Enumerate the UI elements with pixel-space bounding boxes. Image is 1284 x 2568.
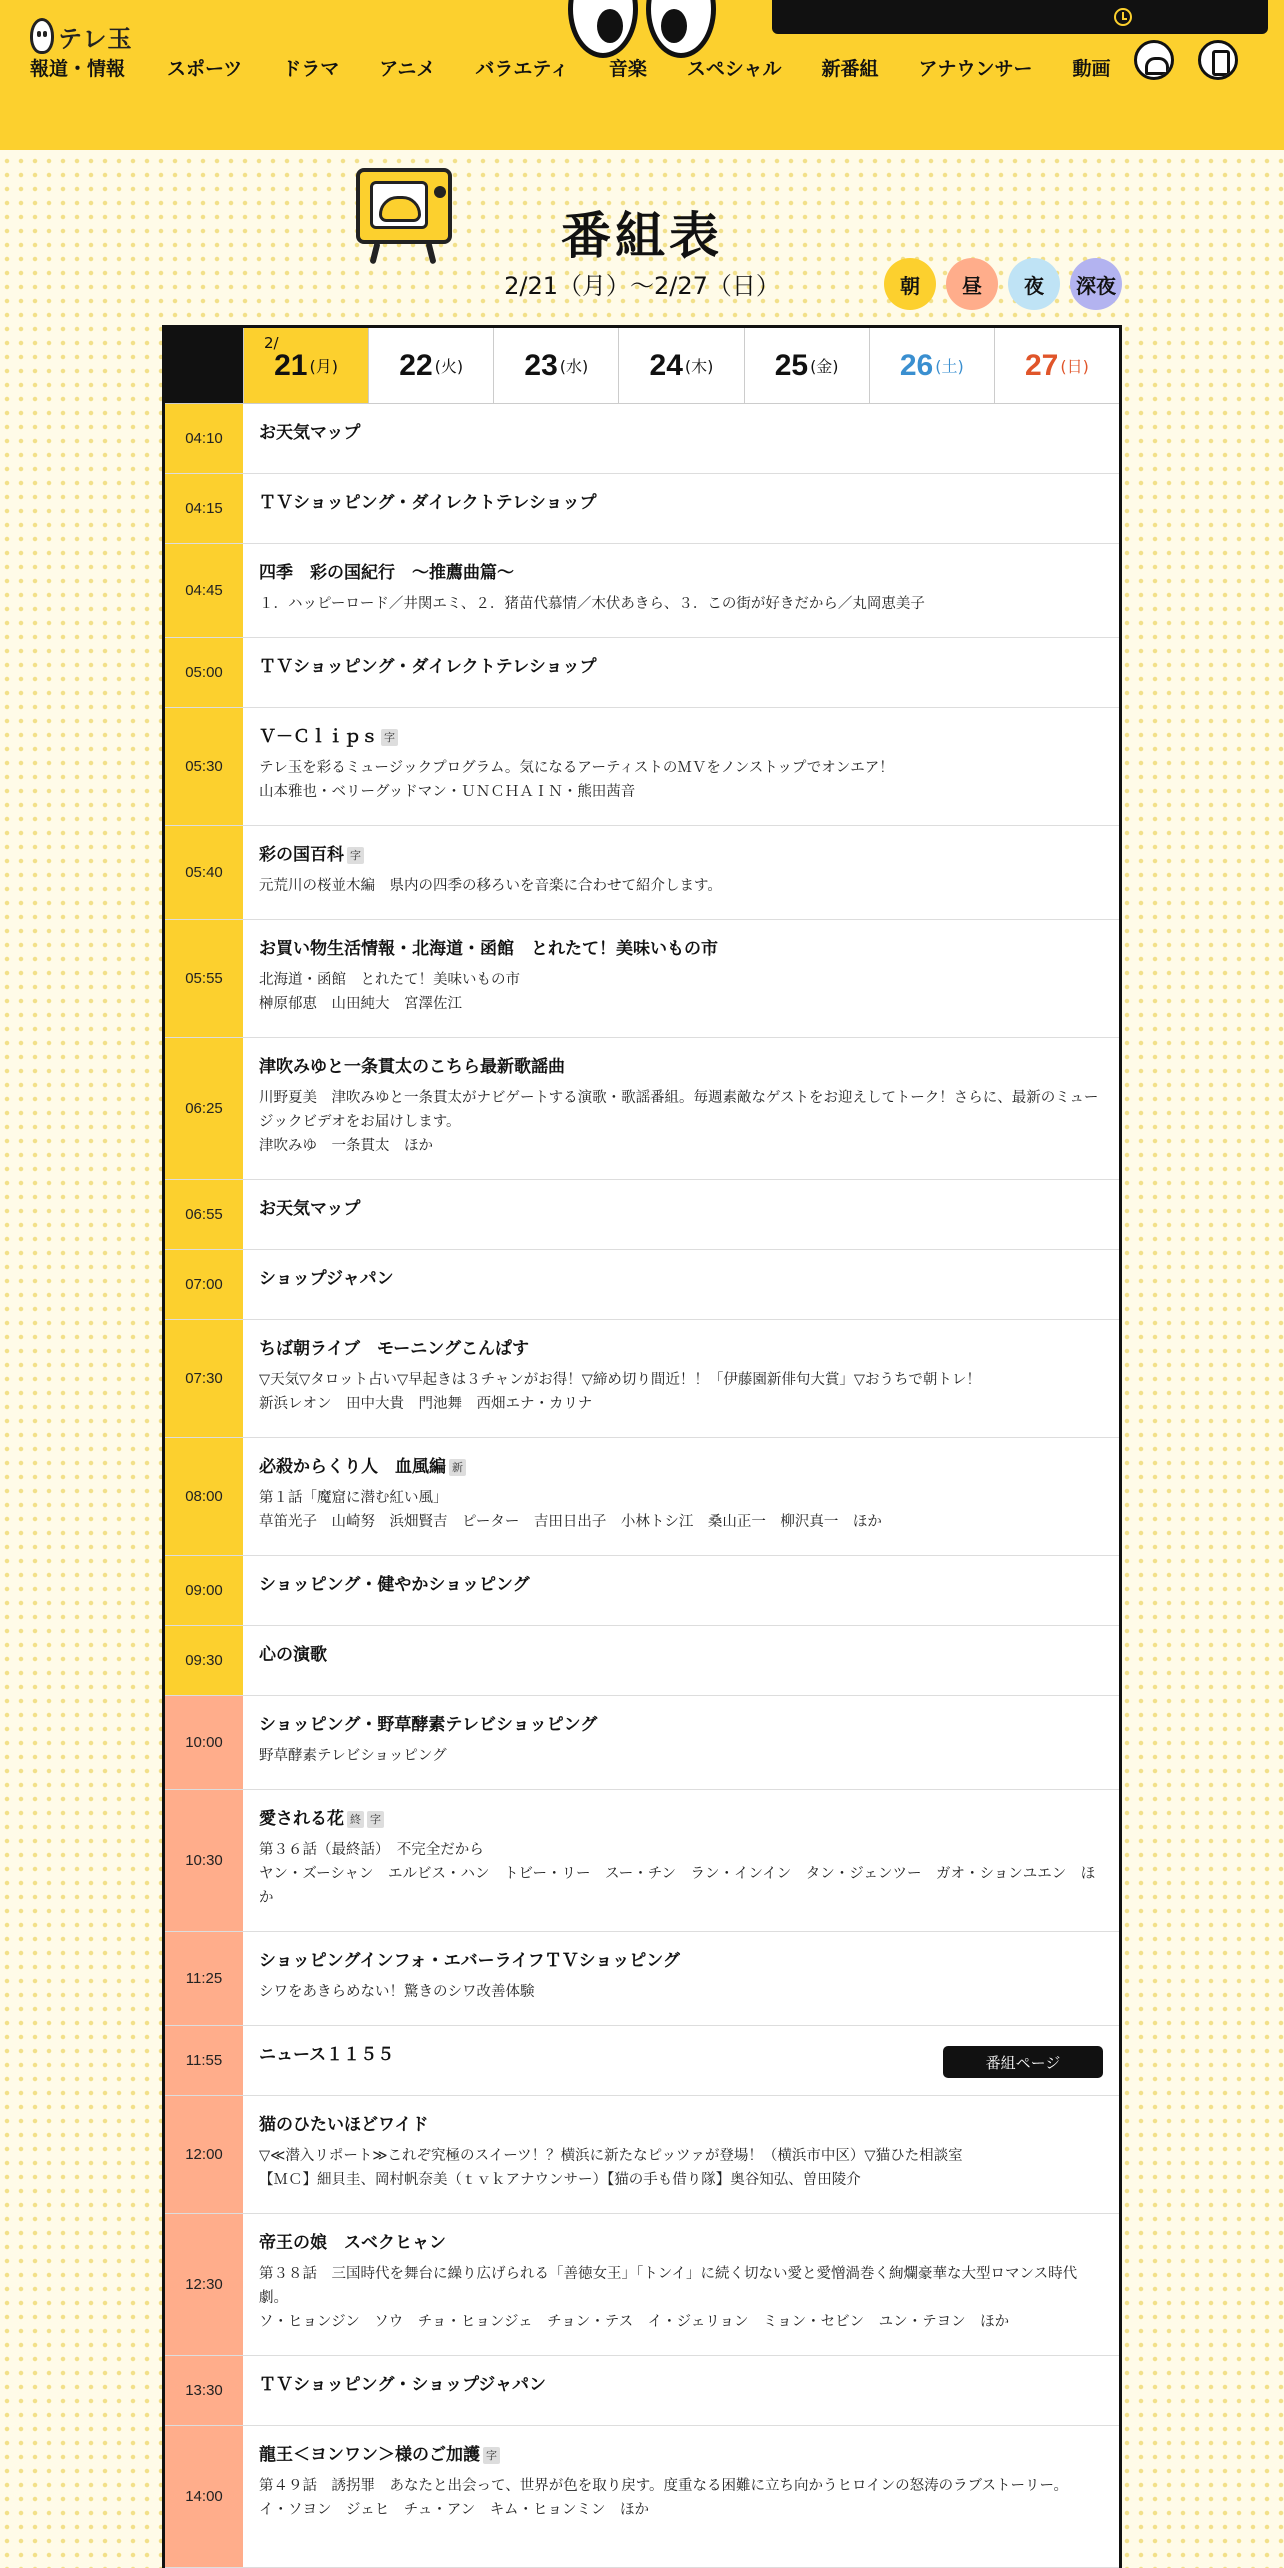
program-title[interactable]: 龍王＜ヨンワン＞様のご加護 xyxy=(259,2445,480,2465)
program-time: 05:40 xyxy=(165,826,243,919)
program-description-line: 新浜レオン 田中大貴 門池舞 西畑エナ・カリナ xyxy=(259,1396,593,1412)
program-time: 12:30 xyxy=(165,2214,243,2355)
program-time: 10:30 xyxy=(165,1790,243,1931)
program-description-line: シワをあきらめない！驚きのシワ改善体験 xyxy=(259,1984,535,2000)
program-title-line[interactable] xyxy=(259,1198,1103,1220)
page-title: 番組表 xyxy=(561,207,723,265)
program-title[interactable]: 愛される花 xyxy=(259,1809,344,1829)
program-description-line: 北海道・函館 とれたて！美味いもの市 xyxy=(259,972,520,988)
program-description xyxy=(259,1744,1103,1768)
program-title-line[interactable] xyxy=(259,844,1103,866)
day-tab[interactable]: 27 (日) xyxy=(994,328,1119,403)
program-description xyxy=(259,874,1103,898)
program-cell[interactable] xyxy=(243,920,1119,1037)
program-time: 08:00 xyxy=(165,1438,243,1555)
program-tag-badge: 新 xyxy=(449,1459,466,1476)
program-title-line[interactable] xyxy=(259,1456,1103,1478)
program-row[interactable] xyxy=(165,2426,1119,2568)
nav-drama[interactable]: ドラマ xyxy=(282,58,340,80)
nav-news[interactable]: 報道・情報 xyxy=(30,58,126,80)
program-description-line: ▽天気▽タロット占い▽早起きは３チャンがお得！▽締め切り間近！！「伊藤園新俳句大賞」▽おうちで朝トレ！ xyxy=(259,1372,981,1388)
tv-mascot-icon xyxy=(356,168,462,268)
tod-label: 深夜 xyxy=(1076,273,1116,298)
program-time: 06:55 xyxy=(165,1180,243,1249)
program-row[interactable] xyxy=(165,708,1119,826)
program-time: 04:15 xyxy=(165,474,243,543)
time-of-day-late-night-button[interactable] xyxy=(1070,258,1122,310)
program-cell[interactable] xyxy=(243,2356,1119,2425)
program-title[interactable]: ちば朝ライブ モーニングこんぱす xyxy=(259,1339,529,1359)
main-nav xyxy=(30,54,1111,81)
program-row[interactable] xyxy=(165,638,1119,708)
program-description-line: 津吹みゆ 一条貫太 ほか xyxy=(259,1138,433,1154)
program-row[interactable] xyxy=(165,2026,1119,2096)
program-title[interactable]: ショップジャパン xyxy=(259,1269,394,1289)
program-title[interactable]: ＴＶショッピング・ショップジャパン xyxy=(259,2375,546,2395)
program-title-line[interactable] xyxy=(259,938,1103,960)
program-title-line[interactable] xyxy=(259,422,1103,444)
program-time: 10:00 xyxy=(165,1696,243,1789)
program-description-line: 野草酵素テレビショッピング xyxy=(259,1748,447,1764)
line-badge-icon[interactable] xyxy=(1134,40,1174,80)
program-description-line: 川野夏美 津吹みゆと一条貫太がナビゲートする演歌・歌謡番組。毎週素敵なゲストをお迎えしてトーク！さらに、最新のミュージックビデオをお届けします。 xyxy=(259,1090,1099,1130)
program-title[interactable]: 必殺からくり人 血風編 xyxy=(259,1457,446,1477)
program-title-line[interactable] xyxy=(259,1714,1103,1736)
program-time: 05:30 xyxy=(165,708,243,825)
program-title-line[interactable] xyxy=(259,1574,1103,1596)
program-list xyxy=(165,404,1119,2568)
program-cell[interactable] xyxy=(243,1626,1119,1695)
program-row[interactable] xyxy=(165,2214,1119,2356)
program-title[interactable]: ＴＶショッピング・ダイレクトテレショップ xyxy=(259,493,597,513)
program-title-line[interactable] xyxy=(259,2374,1103,2396)
time-of-day-morning-button[interactable] xyxy=(884,258,936,310)
program-row[interactable] xyxy=(165,1250,1119,1320)
day-tab[interactable]: 23 (水) xyxy=(493,328,618,403)
tod-label: 朝 xyxy=(900,273,920,298)
nav-announcers[interactable]: アナウンサー xyxy=(918,58,1033,80)
program-title[interactable]: Ｖ－Ｃｌｉｐｓ xyxy=(259,727,378,747)
program-title-line[interactable] xyxy=(259,1338,1103,1360)
program-tag-badge: 終 xyxy=(347,1811,364,1828)
program-description xyxy=(259,2474,1103,2522)
day-tab[interactable]: 22 (火) xyxy=(368,328,493,403)
program-cell[interactable] xyxy=(243,474,1119,543)
program-time: 11:25 xyxy=(165,1932,243,2025)
program-title[interactable]: ＴＶショッピング・ダイレクトテレショップ xyxy=(259,657,597,677)
program-row[interactable] xyxy=(165,1320,1119,1438)
program-description-line: ヤン・ズーシャン エルビス・ハン トビー・リー スー・チン ラン・インイン タン・ジェンツー ガオ・ションユエン ほか xyxy=(259,1866,1096,1906)
program-cell[interactable] xyxy=(243,1250,1119,1319)
program-row[interactable] xyxy=(165,1932,1119,2026)
program-title[interactable]: お買い物生活情報・北海道・函館 とれたて！美味いもの市 xyxy=(259,939,718,959)
program-cell[interactable] xyxy=(243,1696,1119,1789)
program-time: 14:00 xyxy=(165,2426,243,2567)
app-badge-icon[interactable] xyxy=(1198,40,1238,80)
program-time: 09:30 xyxy=(165,1626,243,1695)
program-row[interactable] xyxy=(165,1626,1119,1696)
program-description xyxy=(259,1086,1103,1158)
program-description-line: 第４９話 誘拐罪 あなたと出会って、世界が色を取り戻す。度重なる困難に立ち向かうヒロインの怒涛のラブストーリー。 xyxy=(259,2478,1068,2494)
day-tab[interactable]: 26 (土) xyxy=(869,328,994,403)
program-title[interactable]: 猫のひたいほどワイド xyxy=(259,2115,429,2135)
program-tag-badge: 字 xyxy=(483,2447,500,2464)
program-cell[interactable] xyxy=(243,1556,1119,1625)
day-tab[interactable]: 24 (木) xyxy=(618,328,743,403)
program-row[interactable] xyxy=(165,474,1119,544)
program-time: 11:55 xyxy=(165,2026,243,2095)
program-time: 04:45 xyxy=(165,544,243,637)
program-row[interactable] xyxy=(165,1556,1119,1626)
program-page-button[interactable]: 番組ページ xyxy=(943,2046,1103,2078)
program-description xyxy=(259,1368,1103,1416)
program-description-line: イ・ソヨン ジェヒ チュ・アン キム・ヒョンミン ほか xyxy=(259,2502,650,2518)
program-cell[interactable] xyxy=(243,544,1119,637)
program-description-line: ▽≪潜入リポート≫これぞ究極のスイーツ！？横浜に新たなピッツァが登場！（横浜市中区）▽猫ひた相談室 xyxy=(259,2148,963,2164)
tod-label: 昼 xyxy=(962,273,982,298)
program-title-line[interactable] xyxy=(259,726,1103,748)
program-title-line[interactable] xyxy=(259,1644,1103,1666)
nav-music[interactable]: 音楽 xyxy=(608,58,647,80)
mascot-eyes-icon xyxy=(568,0,718,60)
schedule-table xyxy=(162,325,1122,2568)
program-time: 05:00 xyxy=(165,638,243,707)
program-time: 07:30 xyxy=(165,1320,243,1437)
program-title-line[interactable] xyxy=(259,656,1103,678)
program-title[interactable]: ショッピング・野草酵素テレビショッピング xyxy=(259,1715,598,1735)
program-cell[interactable] xyxy=(243,1932,1119,2025)
program-tag-badge: 字 xyxy=(367,1811,384,1828)
program-title-line[interactable] xyxy=(259,2232,1103,2254)
program-time: 13:30 xyxy=(165,2356,243,2425)
program-title-line[interactable] xyxy=(259,562,1103,584)
program-cell[interactable] xyxy=(243,404,1119,473)
program-title-line[interactable] xyxy=(259,1950,1103,1972)
program-description-line: 第１話「魔窟に潜む紅い風」 xyxy=(259,1490,448,1506)
nav-videos[interactable]: 動画 xyxy=(1072,58,1111,80)
tod-label: 夜 xyxy=(1024,273,1044,298)
clock-icon xyxy=(1114,8,1132,26)
program-row[interactable] xyxy=(165,920,1119,1038)
program-cell[interactable] xyxy=(243,2426,1119,2567)
nav-new-programs[interactable]: 新番組 xyxy=(821,58,879,80)
program-row[interactable] xyxy=(165,404,1119,474)
program-title[interactable]: 四季 彩の国紀行 ～推薦曲篇～ xyxy=(259,563,514,583)
program-description-line: 草笛光子 山崎努 浜畑賢吉 ピーター 吉田日出子 小林トシ江 桑山正一 柳沢真一 ほか xyxy=(259,1514,882,1530)
program-description-line: 第３８話 三国時代を舞台に繰り広げられる「善徳女王」「トンイ」に続く切ない愛と愛憎渦巻く絢爛豪華な大型ロマンス時代劇。 xyxy=(259,2266,1078,2306)
day-tabs xyxy=(165,328,1119,404)
program-time: 06:25 xyxy=(165,1038,243,1179)
program-title[interactable]: 心の演歌 xyxy=(259,1645,327,1665)
program-cell[interactable] xyxy=(243,2026,1119,2095)
program-description xyxy=(259,968,1103,1016)
logo-text: テレ玉 xyxy=(58,24,133,53)
program-title-line[interactable] xyxy=(259,2114,1103,2136)
program-title-line[interactable] xyxy=(259,1268,1103,1290)
program-time: 09:00 xyxy=(165,1556,243,1625)
program-title[interactable]: 帝王の娘 スベクヒャン xyxy=(259,2233,446,2253)
program-cell[interactable] xyxy=(243,1038,1119,1179)
program-row[interactable] xyxy=(165,2096,1119,2214)
program-title[interactable]: 彩の国百科 xyxy=(259,845,344,865)
program-description xyxy=(259,756,1103,804)
program-row[interactable] xyxy=(165,1438,1119,1556)
program-description-line: １．ハッピーロード／井関エミ、２．猪苗代慕情／木伏あきら、３．この街が好きだから／丸岡恵美子 xyxy=(259,596,925,612)
time-of-day-evening-button[interactable] xyxy=(1008,258,1060,310)
program-cell[interactable] xyxy=(243,1790,1119,1931)
header-zigzag-edge xyxy=(0,134,1284,152)
program-description-line: 【ＭＣ】細貝圭、岡村帆奈美（ｔｖｋアナウンサー）【猫の手も借り隊】奥谷知弘、曽田陵介 xyxy=(259,2172,861,2188)
program-description xyxy=(259,1838,1103,1910)
program-title-line[interactable] xyxy=(259,1056,1103,1078)
header-icon-links xyxy=(1134,40,1238,80)
program-title[interactable]: お天気マップ xyxy=(259,1199,361,1219)
program-cell[interactable] xyxy=(243,708,1119,825)
site-logo[interactable] xyxy=(30,14,133,58)
program-title[interactable]: ショッピング・健やかショッピング xyxy=(259,1575,530,1595)
time-of-day-daytime-button[interactable] xyxy=(946,258,998,310)
program-description-line: 山本雅也・ベリーグッドマン・ＵＮＣＨＡＩＮ・熊田茜音 xyxy=(259,784,636,800)
day-tab[interactable]: 25 (金) xyxy=(744,328,869,403)
program-row[interactable] xyxy=(165,1790,1119,1932)
program-description-line: 第３６話（最終話） 不完全だから xyxy=(259,1842,484,1858)
program-description-line: テレ玉を彩るミュージックプログラム。気になるアーティストのＭＶをノンストップでオンエア！ xyxy=(259,760,894,776)
program-cell[interactable] xyxy=(243,1180,1119,1249)
program-title[interactable]: ニュース１１５５ xyxy=(259,2045,395,2065)
program-row[interactable] xyxy=(165,826,1119,920)
program-row[interactable] xyxy=(165,544,1119,638)
program-title[interactable]: 津吹みゆと一条貫太のこちら最新歌謡曲 xyxy=(259,1057,565,1077)
day-tab[interactable]: 2/ 21 (月) xyxy=(243,328,368,403)
program-title-line[interactable] xyxy=(259,2444,1103,2466)
tamago-mascot-icon xyxy=(30,18,54,54)
program-description xyxy=(259,2144,1103,2192)
program-description-line: ソ・ヒョンジン ソウ チョ・ヒョンジェ チョン・テス イ・ジェリョン ミョン・セビン ユン・テヨン ほか xyxy=(259,2314,1010,2330)
program-cell[interactable] xyxy=(243,826,1119,919)
clock-bar xyxy=(772,0,1268,34)
program-description xyxy=(259,2262,1103,2334)
program-description xyxy=(259,1980,1103,2004)
program-time: 12:00 xyxy=(165,2096,243,2213)
program-cell[interactable] xyxy=(243,2214,1119,2355)
program-description-line: 元荒川の桜並木編 県内の四季の移ろいを音楽に合わせて紹介します。 xyxy=(259,878,722,894)
program-title-line[interactable] xyxy=(259,492,1103,514)
program-title[interactable]: お天気マップ xyxy=(259,423,361,443)
nav-sports[interactable]: スポーツ xyxy=(167,58,243,80)
program-cell[interactable] xyxy=(243,1320,1119,1437)
day-tabs-corner xyxy=(165,328,243,403)
program-cell[interactable] xyxy=(243,2096,1119,2213)
program-tag-badge: 字 xyxy=(347,847,364,864)
program-description xyxy=(259,592,1103,616)
program-row[interactable] xyxy=(165,1038,1119,1180)
program-row[interactable] xyxy=(165,1180,1119,1250)
program-time: 07:00 xyxy=(165,1250,243,1319)
nav-special[interactable]: スペシャル xyxy=(686,58,782,80)
program-tag-badge: 字 xyxy=(381,729,398,746)
date-range: 2/21（月）〜2/27（日） xyxy=(504,272,780,300)
program-time: 04:10 xyxy=(165,404,243,473)
nav-anime[interactable]: アニメ xyxy=(379,58,436,80)
program-row[interactable] xyxy=(165,2356,1119,2426)
program-title[interactable]: ショッピングインフォ・エバーライフＴＶショッピング xyxy=(259,1951,680,1971)
program-description xyxy=(259,1486,1103,1534)
program-title-line[interactable] xyxy=(259,1808,1103,1830)
program-row[interactable] xyxy=(165,1696,1119,1790)
program-time: 05:55 xyxy=(165,920,243,1037)
program-cell[interactable] xyxy=(243,1438,1119,1555)
program-description-line: 榊原郁恵 山田純大 宮澤佐江 xyxy=(259,996,462,1012)
program-cell[interactable] xyxy=(243,638,1119,707)
nav-variety[interactable]: バラエティ xyxy=(475,58,569,80)
